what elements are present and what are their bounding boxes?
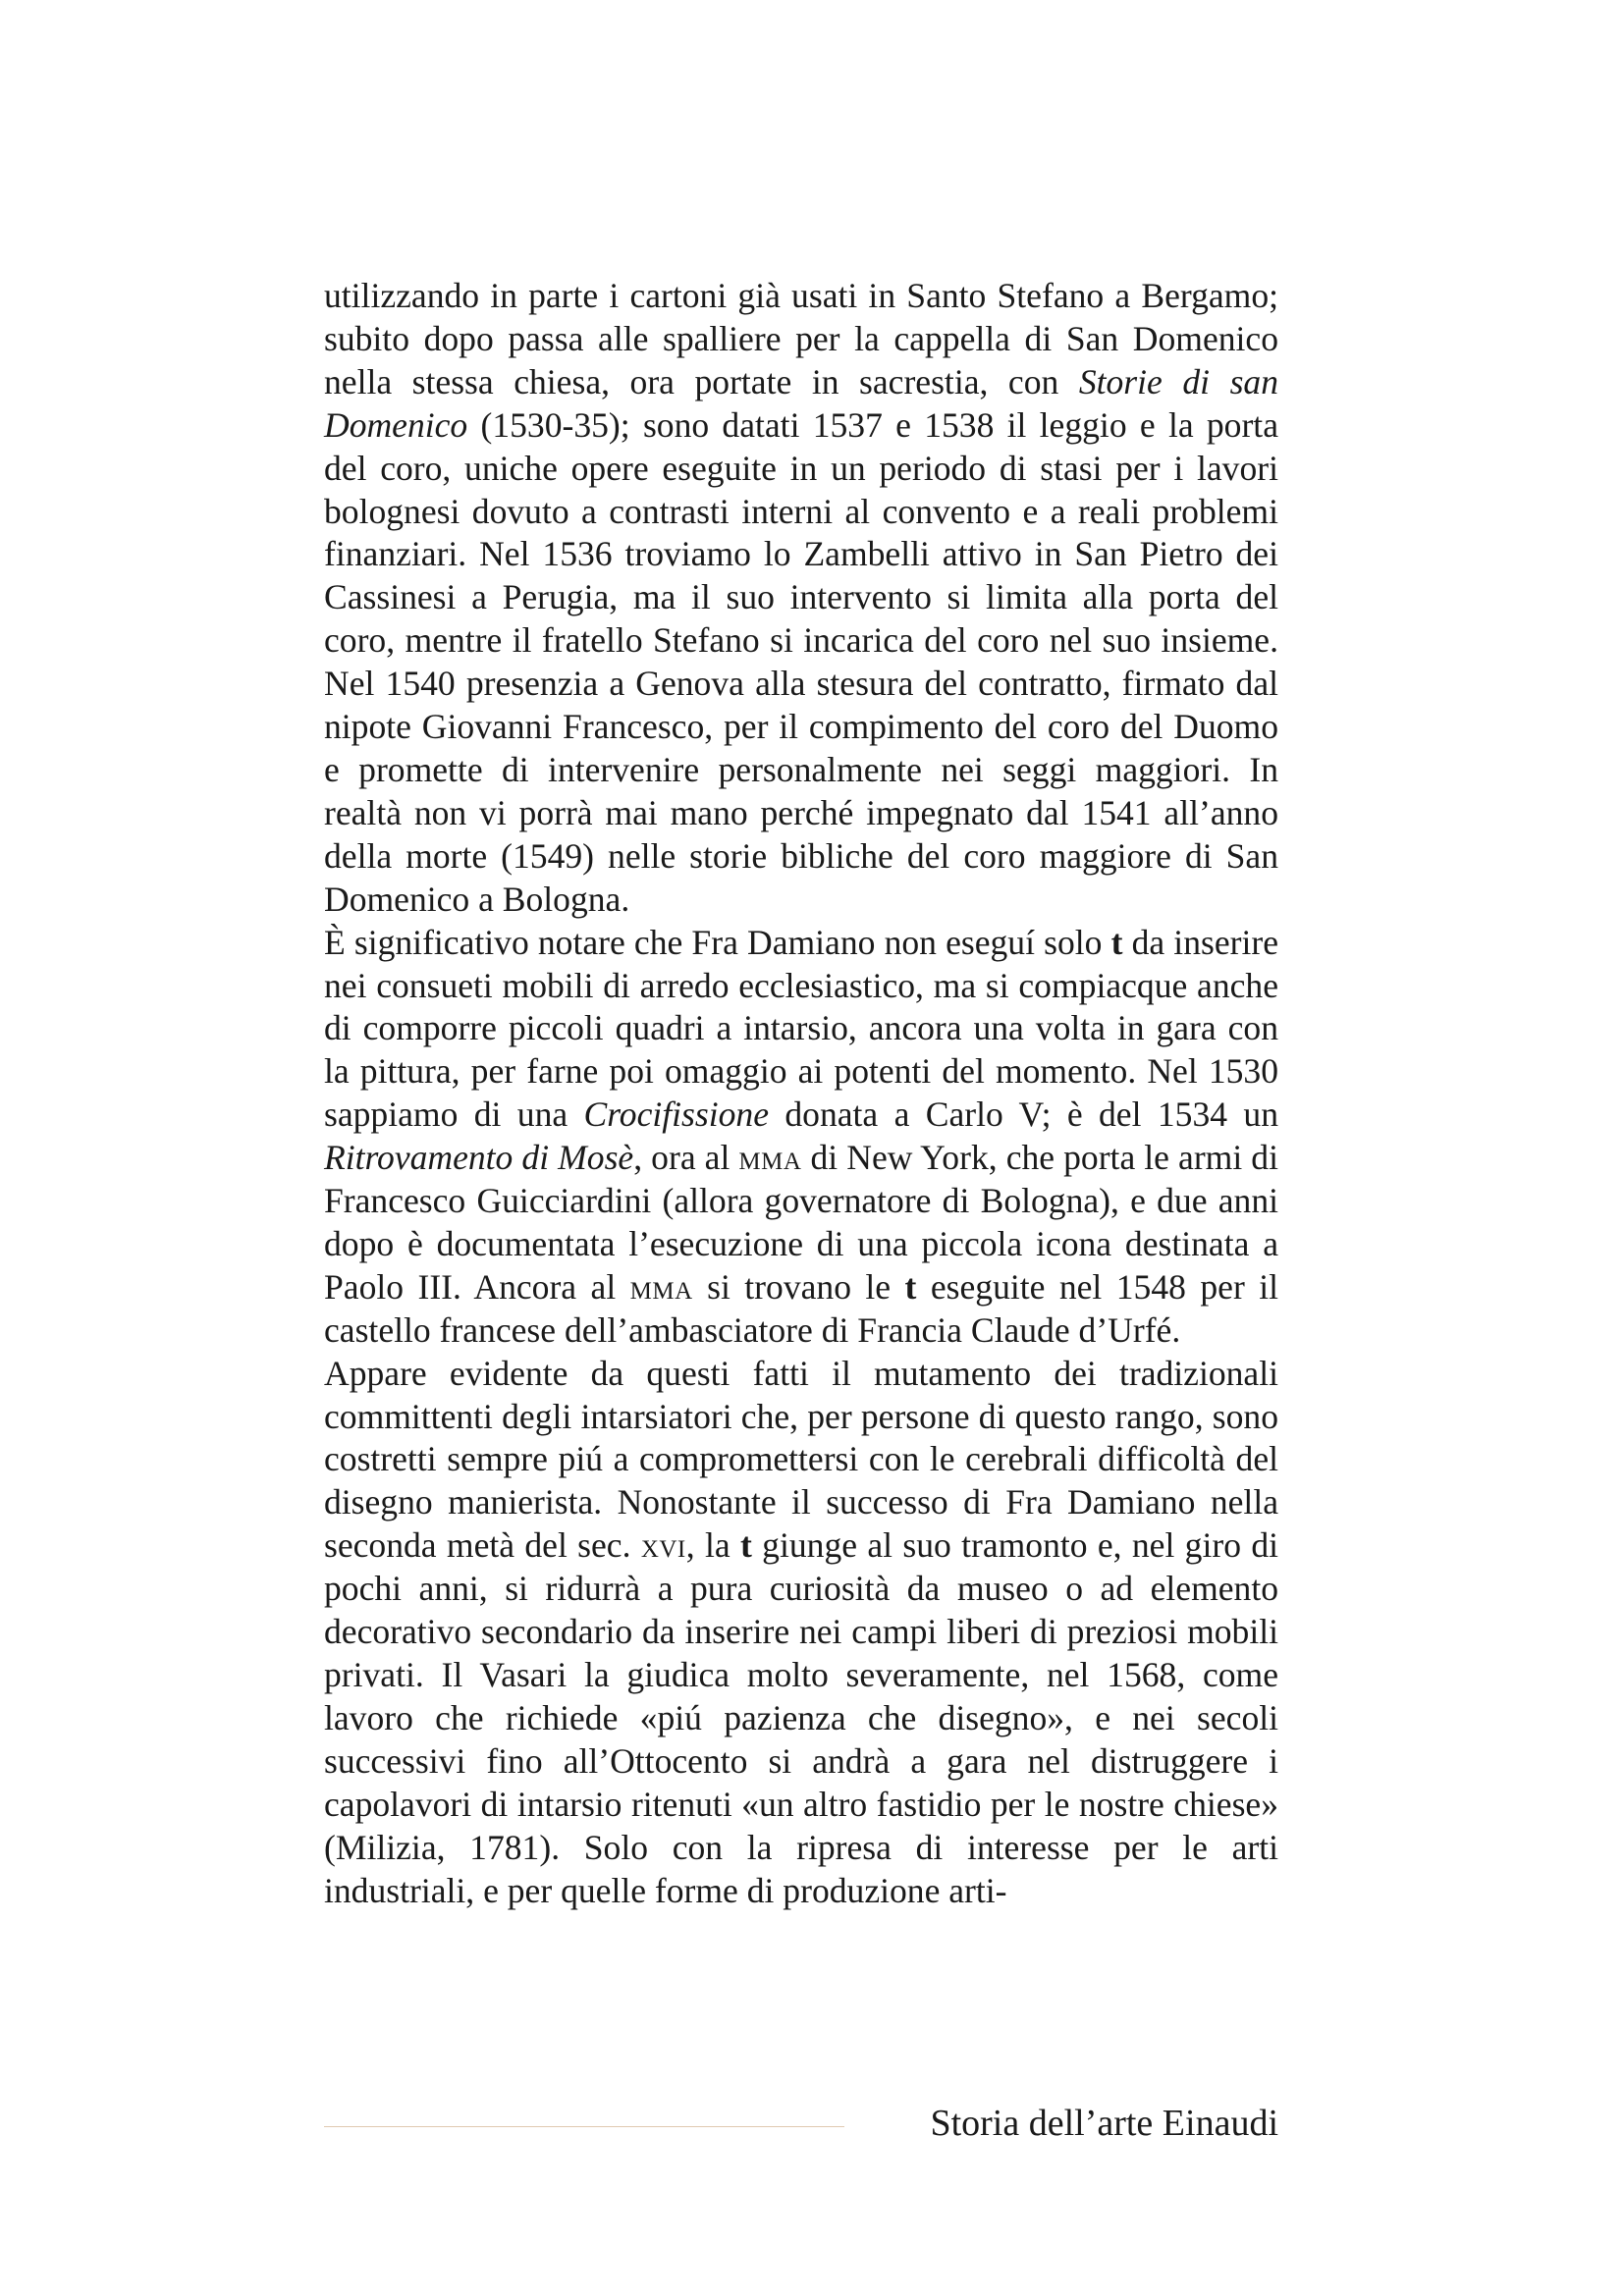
p3-bold-t: t	[740, 1525, 752, 1566]
p2-bold-t-1: t	[1110, 922, 1123, 962]
p2-text-1: È significativo notare che Fra Damiano non eseguí solo	[324, 922, 1111, 962]
p1-text-1: utilizzando in parte i cartoni già usati in Santo Stefano a Bergamo; subito dopo passa alle spalliere per la cappella di San Domenico nella stessa chiesa, ora portate in sacrestia, con	[324, 276, 1278, 401]
p2-italic-ritrovamento: Ritrovamento di Mosè	[324, 1138, 634, 1178]
footer-title: Storia dell’arte Einaudi	[930, 2103, 1278, 2144]
p2-text-7: eseguite nel 1548 per il castello francese dell’ambasciatore di Francia Claude d’Urfé.	[324, 1266, 1278, 1350]
p3-smallcaps-xvi: xvi	[640, 1525, 686, 1566]
p2-text-6: si trovano le	[692, 1266, 905, 1307]
paragraph-1	[324, 275, 1278, 922]
p2-italic-crocifissione: Crocifissione	[583, 1095, 769, 1135]
p2-text-2: da inserire nei consueti mobili di arredo ecclesiastico, ma si compiacque anche di comporre piccoli quadri a intarsio, ancora una volta in gara con la pittura, per farne poi omaggio ai potenti del momento. Nel 1530 sappiamo di una	[324, 922, 1278, 1135]
p1-italic-title: Storie di san Domenico	[324, 361, 1278, 445]
p2-smallcaps-mma-1: mma	[738, 1138, 802, 1178]
p2-text-3: donata a Carlo V; è del 1534 un	[768, 1095, 1278, 1135]
p3-text-2: , la	[685, 1525, 740, 1566]
footer-rule	[324, 2126, 844, 2127]
p2-text-4: , ora al	[633, 1138, 739, 1178]
p2-bold-t-2: t	[904, 1266, 917, 1307]
paragraph-2	[324, 922, 1278, 1353]
p2-text-5: di New York, che porta le armi di Francesco Guicciardini (allora governatore di Bologna), e due anni dopo è documentata l’esecuzione di una piccola icona destinata a Paolo III. Ancora al	[324, 1138, 1278, 1307]
body-text	[324, 275, 1278, 1912]
p3-text-1: Appare evidente da questi fatti il mutamento dei tradizionali committenti degli intarsiatori che, per persone di questo rango, sono costretti sempre piú a compromettersi con le cerebrali difficoltà del disegno manierista. Nonostante il successo di Fra Damiano nella seconda metà del sec.	[324, 1353, 1278, 1566]
page-footer	[324, 2099, 1278, 2148]
paragraph-3	[324, 1353, 1278, 1913]
p1-text-2: (1530-35); sono datati 1537 e 1538 il leggio e la porta del coro, uniche opere eseguite in un periodo di stasi per i lavori bolognesi dovuto a contrasti interni al convento e a reali problemi finanziari. Nel 1536 troviamo lo Zambelli attivo in San Pietro dei Cassinesi a Perugia, ma il suo intervento si limita alla porta del coro, mentre il fratello Stefano si incarica del coro nel suo insieme. Nel 1540 presenzia a Genova alla stesura del contratto, firmato dal nipote Giovanni Francesco, per il compimento del coro del Duomo e promette di intervenire personalmente nei seggi maggiori. In realtà non vi porrà mai mano perché impegnato dal 1541 all’anno della morte (1549) nelle storie bibliche del coro maggiore di San Domenico a Bologna.	[324, 404, 1278, 919]
p3-text-3: giunge al suo tramonto e, nel giro di pochi anni, si ridurrà a pura curiosità da museo o ad elemento decorativo secondario da inserire nei campi liberi di preziosi mobili privati. Il Vasari la giudica molto severamente, nel 1568, come lavoro che richiede «piú pazienza che disegno», e nei secoli successivi fino all’Ottocento si andrà a gara nel distruggere i capolavori di intarsio ritenuti «un altro fastidio per le nostre chiese» (Milizia, 1781). Solo con la ripresa di interesse per le arti industriali, e per quelle forme di produzione arti-	[324, 1525, 1278, 1910]
p2-smallcaps-mma-2: mma	[629, 1266, 693, 1307]
